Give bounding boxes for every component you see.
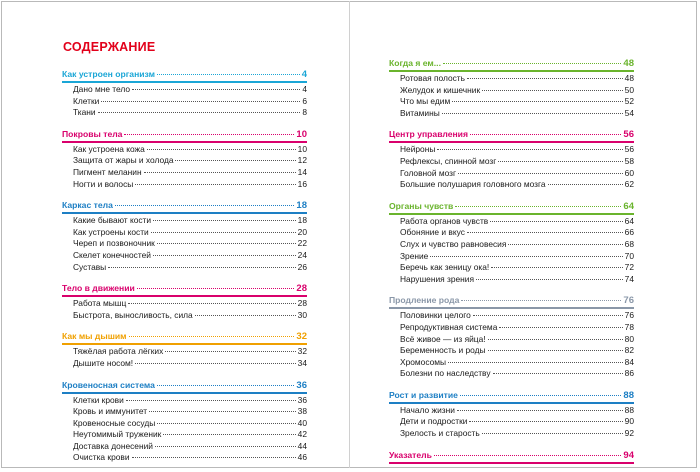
entry-title: Дети и подростки: [400, 416, 468, 427]
toc-entry[interactable]: [62, 227, 307, 239]
section-title: Кровеносная система: [62, 379, 155, 390]
dot-leader: [470, 134, 621, 135]
toc-section-heading[interactable]: [389, 448, 634, 464]
entry-title: Очистка крови: [73, 452, 130, 463]
entry-page-number: 82: [624, 345, 634, 356]
toc-entry[interactable]: [389, 108, 634, 120]
entry-title: Большие полушария головного мозга: [400, 179, 546, 190]
section-title: Когда я ем...: [389, 58, 441, 68]
section-page-number: 56: [623, 129, 634, 141]
toc-entry[interactable]: [62, 107, 307, 119]
entry-title: Работа мышц: [73, 298, 127, 309]
entry-title: Половинки целого: [400, 310, 471, 321]
entry-page-number: 60: [624, 167, 634, 178]
entry-page-number: 76: [624, 310, 634, 321]
entry-page-number: 30: [297, 309, 307, 320]
toc-entry[interactable]: [62, 310, 307, 322]
dot-leader: [147, 149, 296, 150]
section-title: Указатель: [389, 449, 432, 460]
toc-entry[interactable]: [62, 406, 307, 418]
page-spine: [349, 1, 350, 468]
entry-page-number: 68: [624, 238, 634, 249]
section-page-number: 48: [623, 58, 634, 69]
dot-leader: [98, 112, 301, 113]
dot-leader: [126, 400, 296, 401]
dot-leader: [482, 433, 623, 434]
toc-entry[interactable]: [389, 405, 634, 417]
entry-title: Кровеносные сосуды: [73, 417, 156, 428]
toc-left-column: [62, 67, 307, 472]
entry-title: Начало жизни: [400, 404, 455, 415]
entry-page-number: 34: [297, 357, 307, 368]
dot-leader: [437, 149, 622, 150]
entry-page-number: 48: [624, 73, 634, 83]
section-page-number: 76: [623, 295, 634, 307]
entry-page-number: 24: [297, 249, 307, 260]
dot-leader: [473, 315, 623, 316]
entry-page-number: 52: [624, 96, 634, 107]
entry-title: Скелет конечностей: [73, 249, 151, 260]
toc-entry[interactable]: [62, 429, 307, 441]
dot-leader: [108, 267, 295, 268]
toc-entry[interactable]: [389, 216, 634, 228]
toc-section: [389, 127, 634, 190]
section-page-number: 94: [623, 449, 634, 461]
dot-leader: [488, 350, 623, 351]
toc-entry[interactable]: [62, 250, 307, 262]
entry-title: Что мы едим: [400, 96, 451, 107]
dot-leader: [476, 279, 623, 280]
toc-right-column: [389, 56, 634, 472]
entry-title: Дано мне тело: [73, 84, 131, 94]
entry-title: Беременность и роды: [400, 345, 486, 356]
toc-entry[interactable]: [389, 345, 634, 357]
toc-section: [389, 448, 634, 464]
entry-page-number: 16: [297, 178, 307, 189]
toc-entry[interactable]: [389, 251, 634, 263]
section-title: Каркас тела: [62, 200, 113, 211]
entry-title: Клетки: [73, 95, 100, 106]
toc-entry[interactable]: [62, 452, 307, 464]
entry-page-number: 64: [624, 215, 634, 226]
entry-page-number: 22: [297, 238, 307, 249]
toc-entry[interactable]: [389, 144, 634, 156]
toc-entry[interactable]: [62, 215, 307, 227]
entry-page-number: 66: [624, 227, 634, 238]
toc-section-heading[interactable]: [62, 378, 307, 394]
toc-entry[interactable]: [389, 357, 634, 369]
dot-leader: [149, 411, 296, 412]
dot-leader: [157, 243, 296, 244]
toc-entry[interactable]: [62, 167, 307, 179]
toc-entry[interactable]: [62, 144, 307, 156]
entry-title: Хромосомы: [400, 356, 447, 367]
toc-entry[interactable]: [389, 85, 634, 97]
entry-page-number: 32: [297, 346, 307, 357]
toc-entry[interactable]: [389, 310, 634, 322]
section-page-number: 64: [623, 200, 634, 212]
section-page-number: 18: [296, 200, 307, 212]
dot-leader: [430, 256, 622, 257]
entry-title: Ротовая полость: [400, 73, 465, 83]
entry-title: Беречь как зеницу ока!: [400, 262, 490, 273]
section-title: Как мы дышим: [62, 331, 127, 342]
entry-page-number: 84: [624, 356, 634, 367]
entry-title: Быстрота, выносливость, сила: [73, 309, 193, 320]
entry-title: Нейроны: [400, 144, 436, 155]
entry-page-number: 26: [297, 261, 307, 272]
section-page-number: 28: [296, 283, 307, 295]
toc-section: [389, 199, 634, 286]
page-title: СОДЕРЖАНИЕ: [63, 40, 156, 54]
toc-section: [62, 329, 307, 369]
dot-leader: [491, 267, 622, 268]
entry-title: Тяжёлая работа лёгких: [73, 346, 164, 357]
entry-title: Желудок и кишечник: [400, 84, 481, 95]
dot-leader: [548, 184, 623, 185]
section-page-number: 32: [296, 331, 307, 343]
section-page-number: 10: [296, 128, 307, 140]
dot-leader: [137, 288, 295, 289]
toc-entry[interactable]: [62, 441, 307, 453]
entry-title: Рефлексы, спинной мозг: [400, 155, 497, 166]
entry-page-number: 18: [297, 215, 307, 226]
dot-leader: [458, 173, 623, 174]
toc-entry[interactable]: [389, 334, 634, 346]
toc-section: [62, 198, 307, 273]
dot-leader: [460, 395, 621, 396]
entry-title: Работа органов чувств: [400, 215, 489, 226]
entry-page-number: 86: [624, 368, 634, 379]
entry-title: Зрелость и старость: [400, 428, 480, 439]
dot-leader: [124, 134, 294, 135]
entry-title: Череп и позвоночник: [73, 238, 155, 249]
dot-leader: [461, 300, 621, 301]
toc-section-heading[interactable]: [62, 67, 307, 83]
toc-section-heading[interactable]: [62, 127, 307, 143]
dot-leader: [469, 421, 622, 422]
entry-title: Дышите носом!: [73, 357, 134, 368]
section-title: Рост и развитие: [389, 389, 458, 400]
dot-leader: [135, 363, 296, 364]
dot-leader: [490, 221, 622, 222]
section-title: Как устроен организм: [62, 69, 155, 79]
toc-entry[interactable]: [389, 73, 634, 85]
dot-leader: [455, 206, 621, 207]
toc-section: [62, 281, 307, 321]
dot-leader: [434, 455, 622, 456]
entry-title: Репродуктивная система: [400, 321, 498, 332]
entry-title: Ногти и волосы: [73, 178, 134, 189]
dot-leader: [155, 446, 296, 447]
entry-title: Витамины: [400, 107, 440, 118]
entry-title: Пигмент меланин: [73, 166, 142, 177]
dot-leader: [448, 362, 623, 363]
entry-page-number: 58: [624, 155, 634, 166]
entry-page-number: 70: [624, 250, 634, 261]
toc-section-heading[interactable]: [62, 281, 307, 297]
entry-page-number: 72: [624, 262, 634, 273]
entry-page-number: 6: [302, 95, 307, 106]
entry-title: Обоняние и вкус: [400, 227, 465, 238]
toc-section: [389, 56, 634, 119]
toc-entry[interactable]: [389, 428, 634, 440]
entry-page-number: 36: [297, 394, 307, 405]
dot-leader: [498, 161, 622, 162]
entry-title: Головной мозг: [400, 167, 457, 178]
toc-entry[interactable]: [389, 227, 634, 239]
dot-leader: [157, 385, 295, 386]
entry-page-number: 20: [297, 226, 307, 237]
dot-leader: [151, 232, 296, 233]
entry-title: Ткани: [73, 107, 96, 118]
dot-leader: [153, 255, 296, 256]
entry-title: Неутомимый труженик: [73, 429, 162, 440]
toc-section-heading[interactable]: [389, 127, 634, 143]
toc-section: [62, 127, 307, 190]
toc-entry[interactable]: [389, 416, 634, 428]
entry-page-number: 54: [624, 107, 634, 118]
toc-section-heading[interactable]: [62, 198, 307, 214]
entry-page-number: 62: [624, 179, 634, 190]
dot-leader: [157, 423, 295, 424]
section-title: Продление рода: [389, 295, 460, 306]
dot-leader: [467, 232, 623, 233]
entry-page-number: 14: [297, 166, 307, 177]
entry-title: Болезни по наследству: [400, 368, 491, 379]
dot-leader: [135, 184, 295, 185]
section-title: Центр управления: [389, 129, 468, 140]
toc-entry[interactable]: [389, 168, 634, 180]
entry-page-number: 92: [624, 428, 634, 439]
entry-title: Суставы: [73, 261, 107, 272]
toc-entry[interactable]: [62, 298, 307, 310]
entry-page-number: 10: [297, 143, 307, 154]
dot-leader: [457, 410, 623, 411]
section-title: Органы чувств: [389, 200, 454, 211]
toc-section: [389, 388, 634, 440]
dot-leader: [442, 113, 623, 114]
section-title: Покровы тела: [62, 128, 123, 139]
entry-title: Защита от жары и холода: [73, 155, 174, 166]
dot-leader: [157, 74, 300, 75]
entry-title: Какие бывают кости: [73, 215, 152, 226]
entry-title: Всё живое — из яйца!: [400, 333, 486, 344]
entry-page-number: 12: [297, 155, 307, 166]
entry-page-number: 88: [624, 404, 634, 415]
entry-page-number: 44: [297, 440, 307, 451]
entry-page-number: 8: [302, 107, 307, 118]
entry-page-number: 40: [297, 417, 307, 428]
entry-page-number: 42: [297, 429, 307, 440]
dot-leader: [467, 78, 623, 79]
dot-leader: [132, 457, 296, 458]
toc-entry[interactable]: [62, 346, 307, 358]
toc-entry[interactable]: [389, 368, 634, 380]
toc-section-heading[interactable]: [389, 199, 634, 215]
toc-entry[interactable]: [389, 239, 634, 251]
entry-page-number: 50: [624, 84, 634, 95]
entry-page-number: 74: [624, 273, 634, 284]
dot-leader: [175, 160, 295, 161]
toc-entry[interactable]: [389, 96, 634, 108]
dot-leader: [482, 90, 623, 91]
entry-title: Как устроена кожа: [73, 143, 145, 154]
toc-entry[interactable]: [62, 84, 307, 96]
toc-entry[interactable]: [389, 179, 634, 191]
dot-leader: [101, 101, 300, 102]
toc-section-heading[interactable]: [389, 388, 634, 404]
dot-leader: [144, 172, 296, 173]
toc-entry[interactable]: [62, 418, 307, 430]
toc-entry[interactable]: [62, 96, 307, 108]
entry-page-number: 4: [302, 84, 307, 94]
toc-section: [62, 378, 307, 465]
toc-entry[interactable]: [62, 179, 307, 191]
entry-page-number: 78: [624, 321, 634, 332]
section-page-number: 36: [296, 379, 307, 391]
entry-page-number: 90: [624, 416, 634, 427]
dot-leader: [195, 315, 296, 316]
entry-title: Как устроены кости: [73, 226, 149, 237]
section-title: Тело в движении: [62, 283, 135, 294]
toc-entry[interactable]: [62, 238, 307, 250]
entry-title: Слух и чувство равновесия: [400, 238, 507, 249]
entry-title: Кровь и иммунитет: [73, 406, 148, 417]
entry-title: Клетки крови: [73, 394, 124, 405]
dot-leader: [128, 303, 295, 304]
toc-section-heading[interactable]: [389, 293, 634, 309]
section-page-number: 4: [301, 69, 307, 80]
entry-title: Доставка донесений: [73, 440, 153, 451]
entry-title: Нарушения зрения: [400, 273, 474, 284]
dot-leader: [153, 220, 296, 221]
dot-leader: [499, 327, 622, 328]
toc-entry[interactable]: [389, 156, 634, 168]
entry-page-number: 38: [297, 406, 307, 417]
toc-entry[interactable]: [389, 274, 634, 286]
section-page-number: 88: [623, 389, 634, 401]
toc-entry[interactable]: [62, 358, 307, 370]
toc-entry[interactable]: [62, 262, 307, 274]
toc-entry[interactable]: [389, 262, 634, 274]
entry-page-number: 46: [297, 452, 307, 463]
dot-leader: [132, 89, 300, 90]
toc-section-heading[interactable]: [62, 329, 307, 345]
dot-leader: [493, 373, 623, 374]
toc-section: [62, 67, 307, 119]
dot-leader: [443, 63, 621, 64]
dot-leader: [115, 205, 295, 206]
toc-section: [389, 293, 634, 380]
toc-entry[interactable]: [62, 395, 307, 407]
entry-page-number: 28: [297, 298, 307, 309]
toc-section-heading[interactable]: [389, 56, 634, 72]
entry-page-number: 56: [624, 144, 634, 155]
dot-leader: [129, 336, 295, 337]
dot-leader: [488, 339, 623, 340]
entry-page-number: 80: [624, 333, 634, 344]
toc-entry[interactable]: [62, 155, 307, 167]
dot-leader: [508, 244, 622, 245]
dot-leader: [165, 351, 295, 352]
entry-title: Зрение: [400, 250, 429, 261]
dot-leader: [163, 434, 295, 435]
toc-entry[interactable]: [389, 322, 634, 334]
dot-leader: [452, 101, 622, 102]
